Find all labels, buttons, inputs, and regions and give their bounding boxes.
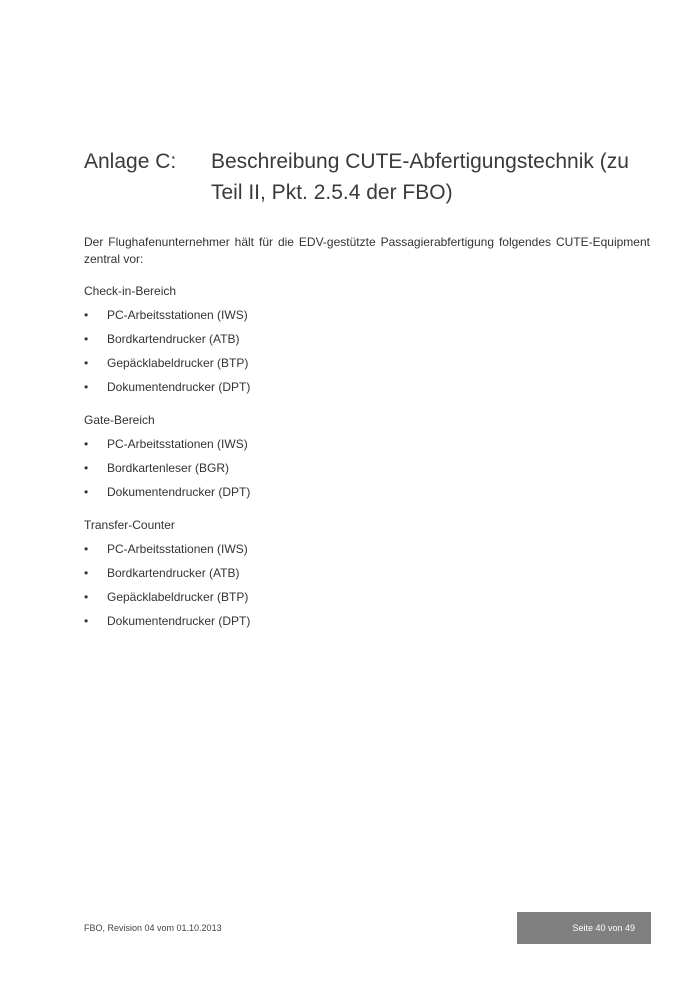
bullet-icon: • xyxy=(84,461,89,475)
bullet-icon: • xyxy=(84,437,89,451)
bullet-icon: • xyxy=(84,542,89,556)
page-number: Seite 40 von 49 xyxy=(572,923,635,933)
footer-page-box xyxy=(517,912,651,944)
bullet-icon: • xyxy=(84,590,89,604)
bullet-icon: • xyxy=(84,356,89,370)
bullet-icon: • xyxy=(84,380,89,394)
section-title-check-in: Check-in-Bereich xyxy=(84,284,177,298)
footer-revision: FBO, Revision 04 vom 01.10.2013 xyxy=(84,923,222,933)
annex-title: Beschreibung CUTE-Abfertigungstechnik (zu Teil II, Pkt. 2.5.4 der FBO) xyxy=(211,150,629,204)
section-title-transfer: Transfer-Counter xyxy=(84,518,175,532)
intro-paragraph: Der Flughafenunternehmer hält für die EDV-gestützte Passagierabfertigung folgendes CUTE-Equipment zentral vor: xyxy=(84,235,650,266)
bullet-icon: • xyxy=(84,308,89,322)
bullet-icon: • xyxy=(84,566,89,580)
annex-label: Anlage C: xyxy=(84,150,177,173)
bullet-icon: • xyxy=(84,485,89,499)
section-title-gate: Gate-Bereich xyxy=(84,413,155,427)
bullet-icon: • xyxy=(84,332,89,346)
bullet-icon: • xyxy=(84,614,89,628)
